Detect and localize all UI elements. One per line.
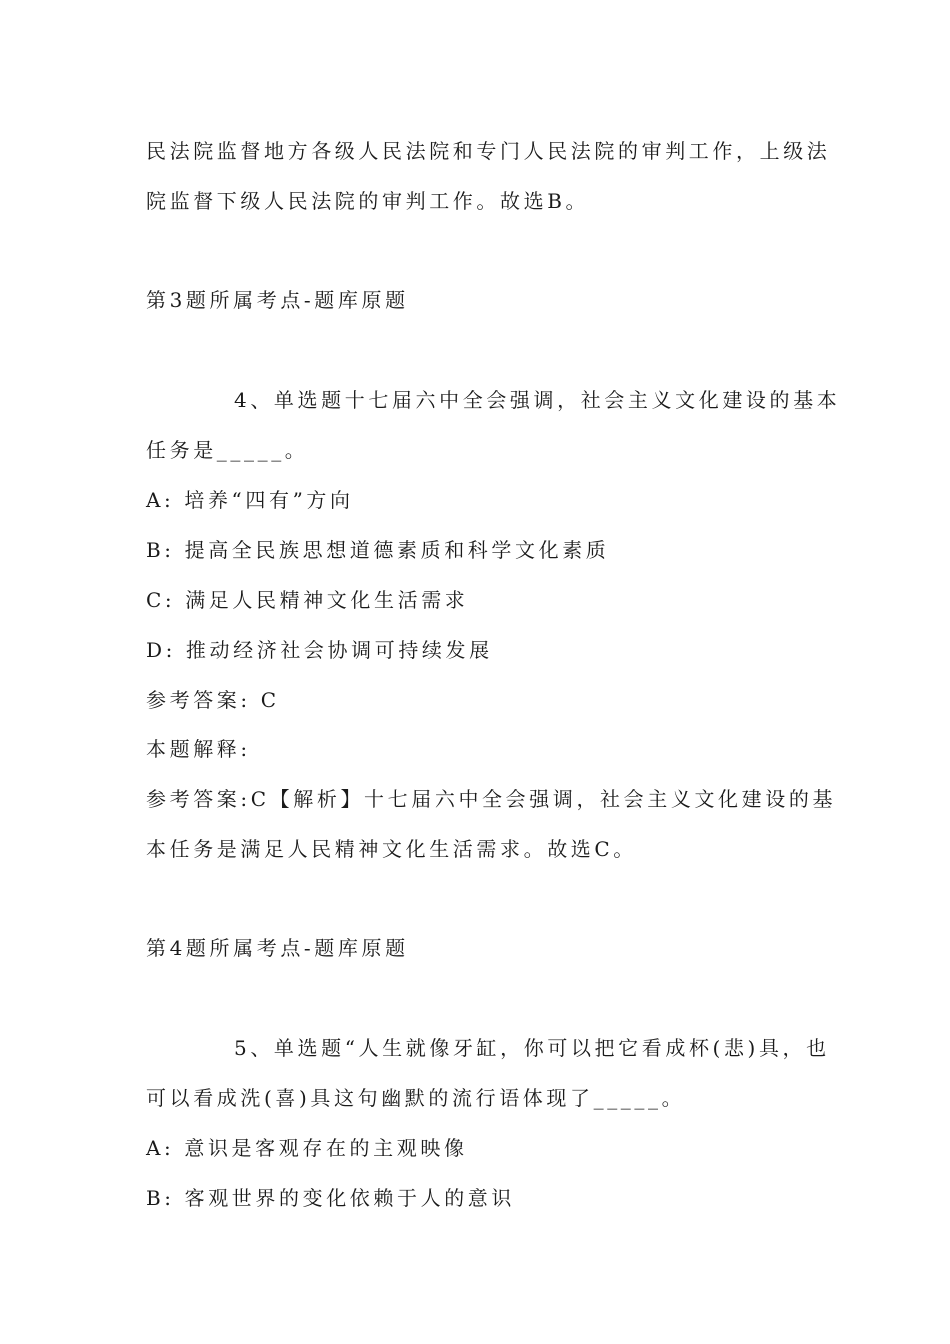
option-b: B: 客观世界的变化依赖于人的意识 xyxy=(146,1186,515,1210)
option-c: C: 满足人民精神文化生活需求 xyxy=(146,588,469,612)
question-text: 4、单选题十七届六中全会强调，社会主义文化建设的基本 xyxy=(234,388,841,412)
section-heading: 第4题所属考点-题库原题 xyxy=(146,936,409,960)
question-text: 5、单选题“人生就像牙缸，你可以把它看成杯(悲)具，也 xyxy=(234,1036,830,1060)
option-d: D: 推动经济社会协调可持续发展 xyxy=(146,638,493,662)
section-heading: 第3题所属考点-题库原题 xyxy=(146,288,409,312)
answer-line: 参考答案: C xyxy=(146,688,280,712)
explanation-text: 参考答案:C【解析】十七届六中全会强调，社会主义文化建设的基 xyxy=(146,787,837,811)
option-a: A: 培养“四有”方向 xyxy=(146,488,354,512)
paragraph-line: 院监督下级人民法院的审判工作。故选B。 xyxy=(146,189,590,213)
explanation-text: 本任务是满足人民精神文化生活需求。故选C。 xyxy=(146,837,637,861)
question-text: 任务是_____。 xyxy=(146,438,309,462)
paragraph-line: 民法院监督地方各级人民法院和专门人民法院的审判工作，上级法 xyxy=(146,139,831,163)
explanation-title: 本题解释: xyxy=(146,737,251,761)
question-text: 可以看成洗(喜)具这句幽默的流行语体现了_____。 xyxy=(146,1086,686,1110)
option-a: A: 意识是客观存在的主观映像 xyxy=(146,1136,468,1160)
option-b: B: 提高全民族思想道德素质和科学文化素质 xyxy=(146,538,610,562)
